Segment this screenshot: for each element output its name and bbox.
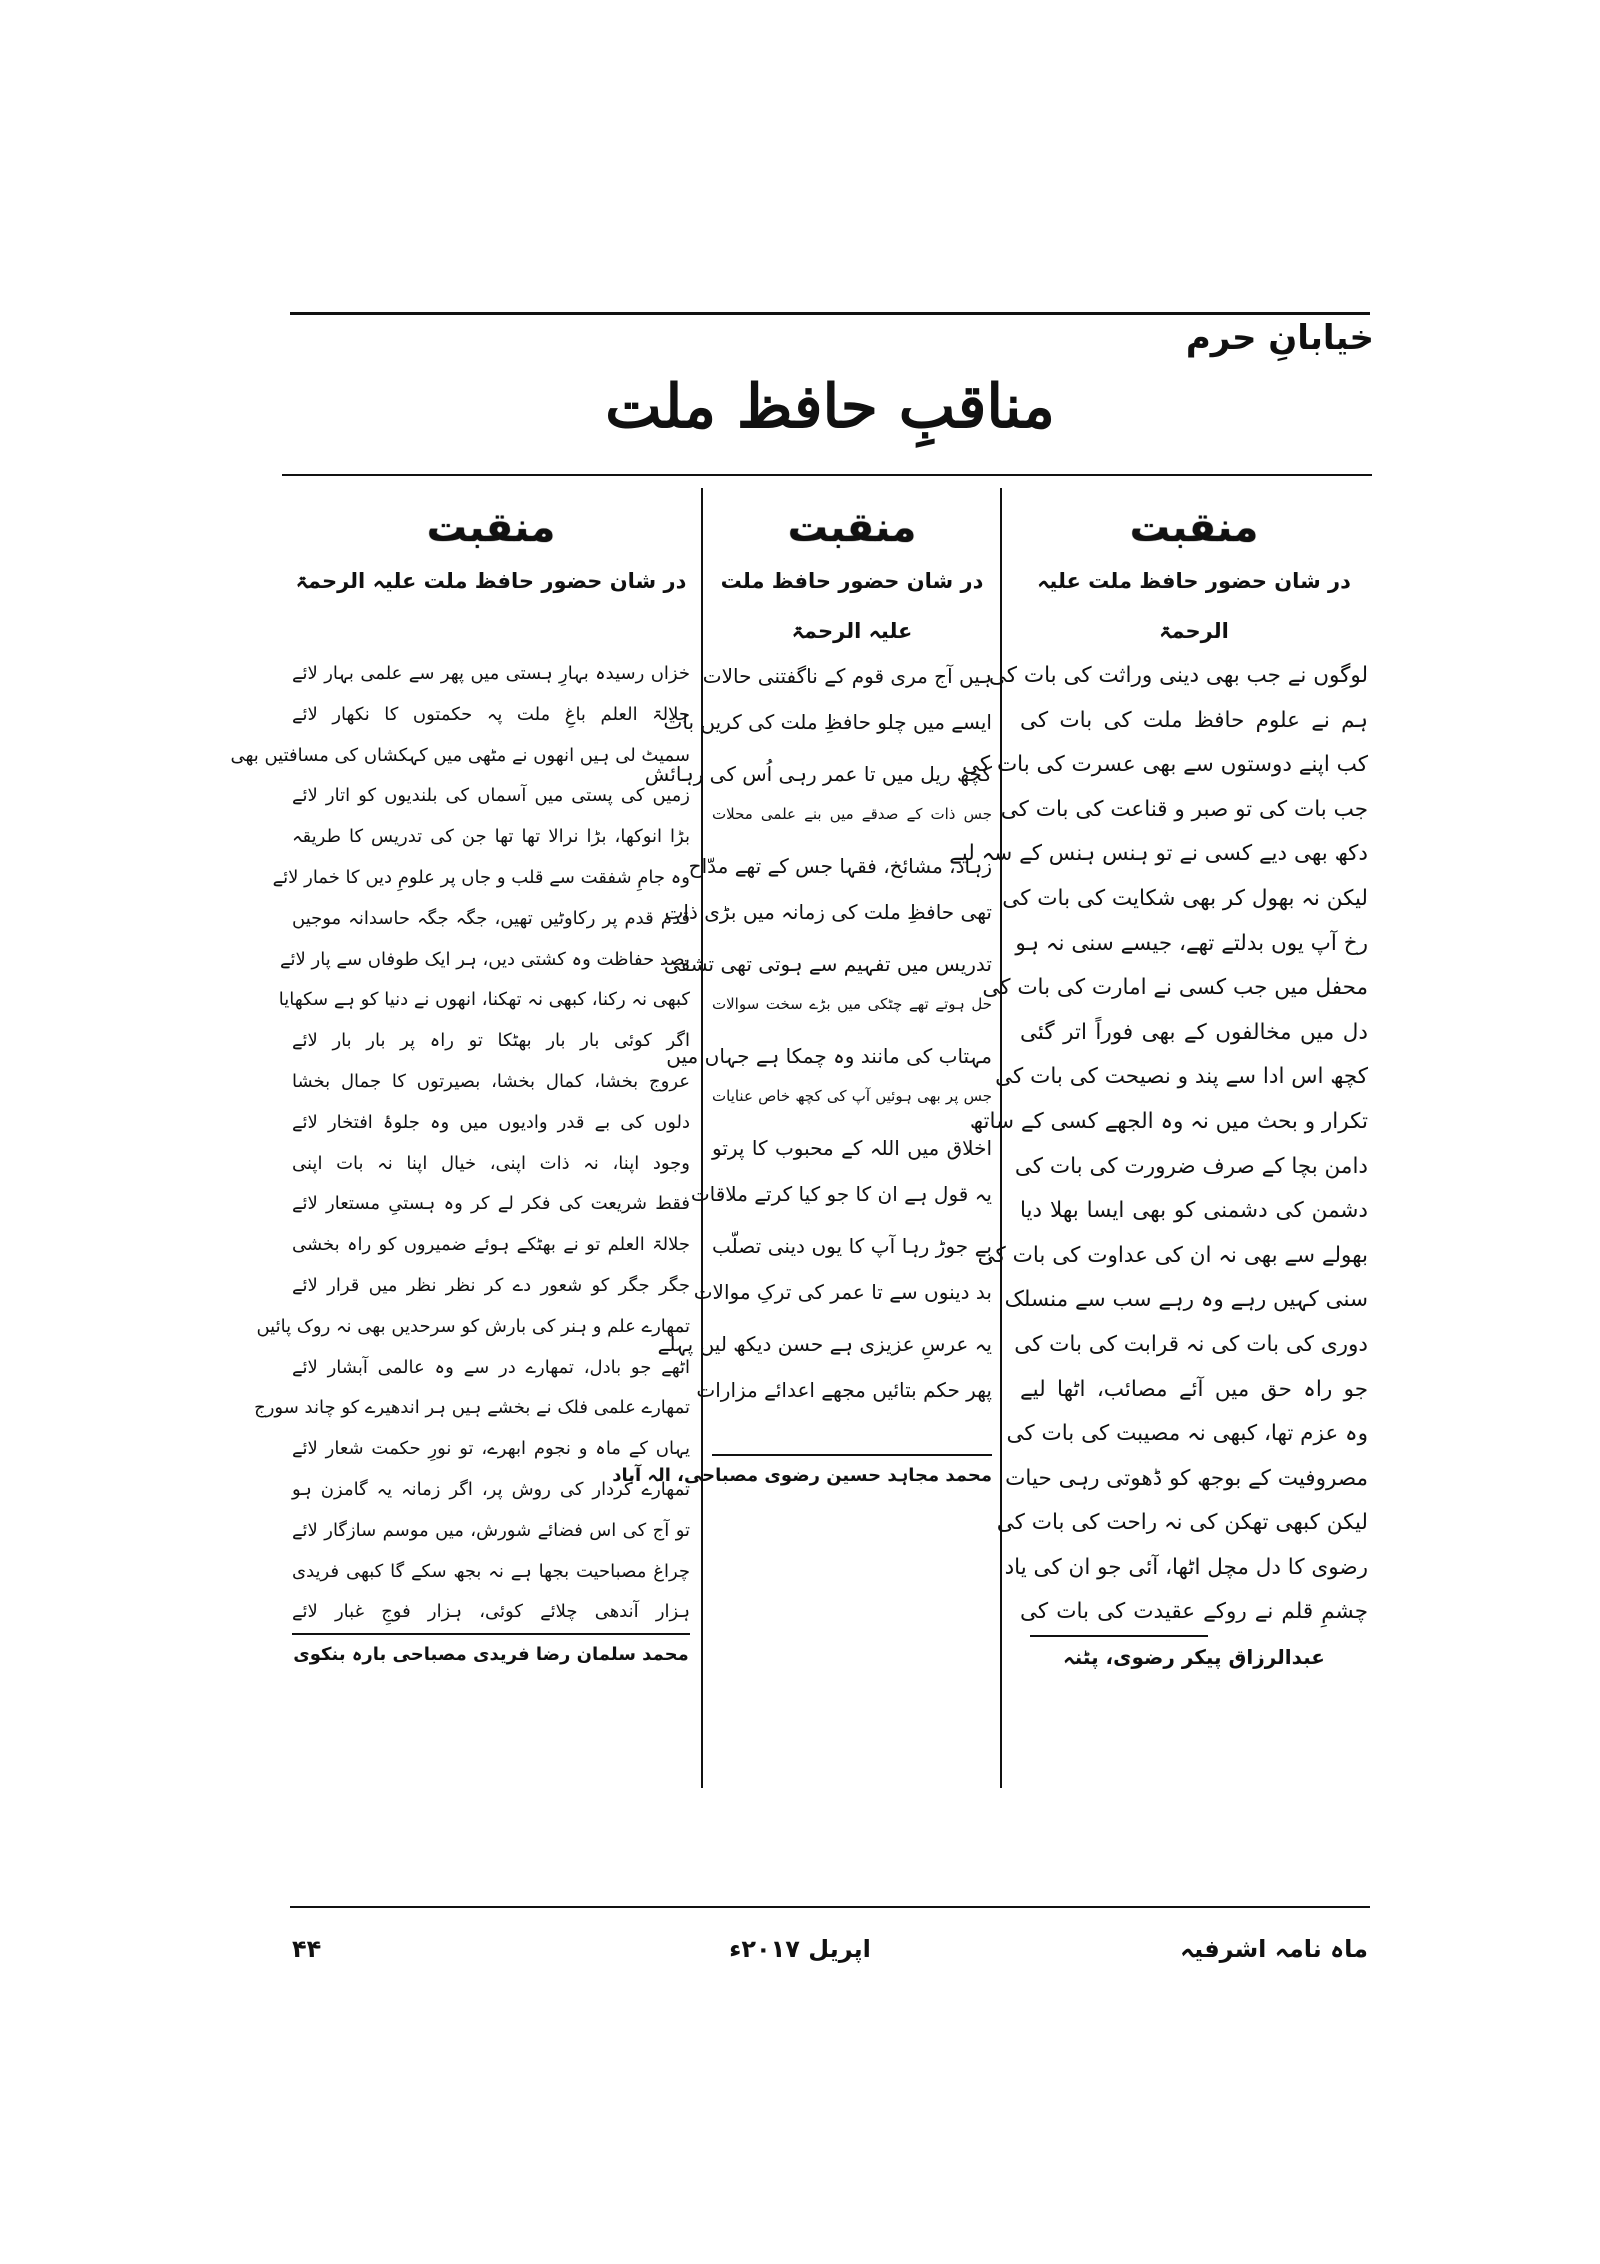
verse-line: تمھارے علمی فلک نے بخشے ہیں ہر اندھیرے کو چاند سورج xyxy=(254,1397,690,1419)
footer-magazine-name: ماہ نامہ اشرفیہ xyxy=(1180,1935,1368,1963)
verse-line: یہ قول ہے ان کا جو کیا کرتے ملاقات xyxy=(690,1182,992,1206)
verse-line: سمیٹ لی ہیں انھوں نے مٹھی میں کہکشاں کی مسافتیں بھی xyxy=(230,744,690,766)
verse-list xyxy=(230,654,690,1633)
verse-list xyxy=(949,654,1368,1635)
verse-line: وجود اپنا، نہ ذات اپنی، خیال اپنا نہ بات اپنی xyxy=(292,1152,690,1174)
column-right xyxy=(949,500,1368,1677)
column-heading: منقبت xyxy=(1129,505,1259,551)
verse-line: لوگوں نے جب بھی دینی وراثت کی بات کی xyxy=(988,663,1368,688)
column-left xyxy=(230,500,690,1675)
verse-line: قدم قدم پر رکاوٹیں تھیں، جگہ جگہ حاسدانہ موجیں xyxy=(292,907,690,929)
footer-page-number: ۴۴ xyxy=(292,1935,322,1963)
verse-line: چراغ مصباحیت بجھا ہے نہ بجھ سکے گا کبھی فریدی xyxy=(292,1560,690,1582)
verse-line: رخ آپ یوں بدلتے تھے، جیسے سنی نہ ہو xyxy=(1015,930,1368,956)
verse-line: اخلاق میں اللہ کے محبوب کا پرتو xyxy=(712,1136,992,1160)
verse-line: بصد حفاظت وہ کشتی دیں، ہر ایک طوفاں سے پار لائے xyxy=(279,948,690,970)
verse-line: دوری کی بات کی نہ قرابت کی بات کی xyxy=(1014,1331,1368,1357)
verse-line: بد دینوں سے تا عمر کی ترکِ موالات xyxy=(693,1280,992,1304)
verse-line: اگر کوئی بار بار بھٹکا تو راہ پر بار بار لائے xyxy=(292,1030,690,1052)
verse-line: کب اپنے دوستوں سے بھی عسرت کی بات کی xyxy=(961,752,1368,778)
verse-line: خزاں رسیدہ بہارِ ہستی میں پھر سے علمی بہار لائے xyxy=(292,663,690,684)
verse-line: چشمِ قلم نے روکے عقیدت کی بات کی xyxy=(1020,1599,1368,1625)
title-rule xyxy=(282,474,1372,476)
verse-line: رضوی کا دل مچل اٹھا، آئی جو ان کی یاد xyxy=(1004,1554,1368,1580)
verse-line: جگر جگر کو شعور دے کر نظر نظر میں قرار لائے xyxy=(292,1274,690,1296)
verse-line: دل میں مخالفوں کے بھی فوراً اتر گئی xyxy=(1020,1019,1368,1045)
top-rule xyxy=(290,312,1370,315)
poet-credit: عبدالرزاق پیکر رضوی، پٹنہ xyxy=(1063,1645,1325,1670)
verse-line: سنی کہیں رہے وہ رہے سب سے منسلک xyxy=(1004,1287,1368,1313)
verse-line: یہاں کے ماہ و نجوم ابھرے، تو نورِ حکمت شعار لائے xyxy=(292,1438,690,1460)
verse-line: وہ عزم تھا، کبھی نہ مصیبت کی بات کی xyxy=(1006,1421,1368,1447)
verse-line: پھر حکم بتائیں مجھے اعدائے مزارات xyxy=(696,1378,992,1402)
verse-line: اٹھے جو بادل، تمھارے در سے وہ عالمی آبشار لائے xyxy=(292,1356,690,1378)
verse-line: وہ جامِ شفقت سے قلب و جاں پر علومِ دیں کا خمار لائے xyxy=(272,866,690,888)
verse-line: دشمن کی دشمنی کو بھی ایسا بھلا دیا xyxy=(1020,1198,1368,1224)
verse-line: ہزار آندھی چلائے کوئی، ہزار فوجِ غبار لائے xyxy=(292,1601,690,1623)
verse-line: جس ذات کے صدقے میں بنے علمی محلات xyxy=(712,805,992,823)
column-heading: منقبت xyxy=(426,505,556,551)
verse-line: ایسے میں چلو حافظِ ملت کی کریں بات xyxy=(663,710,992,734)
column-subheading: در شان حضور حافظ ملت علیہ الرحمۃ xyxy=(295,569,687,593)
verse-list xyxy=(644,654,992,1414)
verse-line: دلوں کی بے قدر وادیوں میں وہ جلوۂ افتخار لائے xyxy=(292,1111,690,1133)
verse-line: دکھ بھی دیے کسی نے تو ہنس ہنس کے سہ لیے xyxy=(949,841,1368,867)
verse-line: کچھ ریل میں تا عمر رہی اُس کی رہائش xyxy=(644,762,992,786)
verse-line: مہتاب کی مانند وہ چمکا ہے جہاں میں xyxy=(666,1044,992,1068)
footer-rule xyxy=(290,1906,1370,1908)
verse-line: فقط شریعت کی فکر لے کر وہ ہستیِ مستعار لائے xyxy=(292,1193,690,1215)
verse-line: تھی حافظِ ملت کی زمانہ میں بڑی ذات xyxy=(664,900,992,924)
verse-line: بڑا انوکھا، بڑا نرالا تھا تھا جن کی تدریس کا طریقہ xyxy=(292,826,690,848)
verse-line: کبھی نہ رکنا، کبھی نہ تھکنا، انھوں نے دنیا کو ہے سکھایا xyxy=(278,989,690,1011)
column-subheading: در شان حضور حافظ ملت علیہ الرحمۃ xyxy=(1037,569,1351,643)
verse-line: ہیں آج مری قوم کے ناگفتنی حالات xyxy=(702,664,992,688)
column-heading: منقبت xyxy=(787,505,917,551)
verse-line: یہ عرسِ عزیزی ہے حسن دیکھ لیں پہلے xyxy=(657,1332,992,1356)
page-title: مناقبِ حافظ ملت xyxy=(605,372,1055,442)
verse-line: بے جوڑ رہا آپ کا یوں دینی تصلّب xyxy=(712,1234,992,1258)
verse-line: محفل میں جب کسی نے امارت کی بات کی xyxy=(982,975,1368,1001)
verse-line: لیکن کبھی تھکن کی نہ راحت کی بات کی xyxy=(996,1510,1368,1536)
verse-line: کچھ اس ادا سے پند و نصیحت کی بات کی xyxy=(995,1064,1368,1090)
verse-line: مصروفیت کے بوجھ کو ڈھوتی رہی حیات xyxy=(1005,1465,1368,1491)
verse-line: تمھارے علم و ہنر کی بارش کو سرحدیں بھی نہ روک پائیں xyxy=(256,1315,690,1337)
verse-line: تمھارے کردار کی روش پر، اگر زمانہ یہ گامزن ہو xyxy=(292,1478,690,1500)
verse-line: زہاد، مشائخ، فقہا جس کے تھے مدّاح xyxy=(688,854,992,878)
verse-line: جب بات کی تو صبر و قناعت کی بات کی xyxy=(1000,796,1368,822)
verse-line: جلالۃ العلم باغِ ملت پہ حکمتوں کا نکھار لائے xyxy=(292,703,690,725)
verse-line: بھولے سے بھی نہ ان کی عداوت کی بات کی xyxy=(977,1242,1368,1268)
verse-line: جلالۃ العلم تو نے بھٹکے ہوئے ضمیروں کو راہ بخشی xyxy=(292,1234,690,1256)
column-subheading: در شان حضور حافظ ملت علیہ الرحمۃ xyxy=(720,569,984,643)
verse-line: تدریس میں تفہیم سے ہوتی تھی تشفی xyxy=(663,952,992,976)
verse-line: دامن بچا کے صرف ضرورت کی بات کی xyxy=(1014,1153,1368,1179)
verse-line: تکرار و بحث میں نہ وہ الجھے کسی کے ساتھ xyxy=(969,1108,1368,1134)
verse-line: جو راہ حق میں آئے مصائب، اٹھا لیے xyxy=(1020,1376,1368,1402)
poet-credit: محمد سلمان رضا فریدی مصباحی بارہ بنکوی xyxy=(293,1644,689,1666)
verse-line: ہم نے علوم حافظ ملت کی بات کی xyxy=(1020,707,1368,733)
section-label: خیابانِ حرم xyxy=(1185,318,1374,358)
column-middle xyxy=(612,500,992,1496)
verse-line: عروج بخشا، کمال بخشا، بصیرتوں کا جمال بخشا xyxy=(292,1070,690,1092)
poet-credit: محمد مجاہد حسین رضوی مصباحی، الہ آباد xyxy=(612,1465,992,1486)
verse-line: حل ہوتے تھے چٹکی میں بڑے سخت سوالات xyxy=(712,995,992,1013)
verse-line: زمیں کی پستی میں آسماں کی بلندیوں کو اتار لائے xyxy=(292,785,690,807)
verse-line: جس پر بھی ہوئیں آپ کی کچھ خاص عنایات xyxy=(712,1087,992,1105)
verse-line: تو آج کی اس فضائے شورش، میں موسم سازگار لائے xyxy=(292,1519,690,1541)
verse-line: لیکن نہ بھول کر بھی شکایت کی بات کی xyxy=(1002,885,1368,911)
footer-date: اپریل ۲۰۱۷ء xyxy=(729,1935,871,1963)
